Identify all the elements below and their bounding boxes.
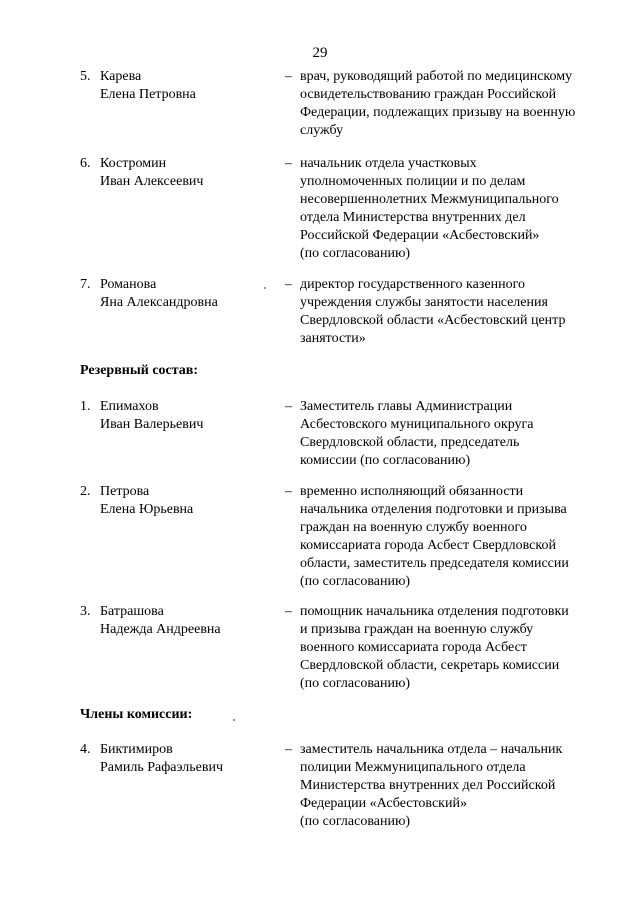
description-line: (по согласованию) — [300, 676, 411, 691]
entry-number: 5. — [80, 69, 91, 84]
description-line: учреждения службы занятости населения — [300, 295, 548, 310]
entry-number: 7. — [80, 277, 91, 292]
page-number: 29 — [312, 45, 328, 61]
description-line: Федерации «Асбестовский» — [300, 796, 467, 811]
description-line: начальника отделения подготовки и призыва — [300, 502, 567, 517]
description-line: комиссариата города Асбест Свердловской — [300, 538, 556, 553]
person-name — [100, 155, 275, 191]
dash: – — [285, 69, 292, 84]
position-description — [300, 483, 610, 591]
description-line: Асбестовского муниципального округа — [300, 417, 534, 432]
person-name — [100, 603, 275, 639]
person-surname: Батрашова — [100, 604, 164, 619]
description-line: области, заместитель председателя комиссии — [300, 556, 569, 571]
position-description — [300, 603, 610, 693]
position-description — [300, 741, 610, 831]
description-line: занятости» — [300, 331, 366, 346]
dash: – — [285, 742, 292, 757]
scan-speck — [264, 287, 266, 289]
person-name — [100, 398, 275, 434]
description-line: освидетельствованию граждан Российской — [300, 87, 557, 102]
position-description — [300, 155, 610, 263]
description-line: начальник отдела участковых — [300, 156, 477, 171]
description-line: Российской Федерации «Асбестовский» — [300, 228, 540, 243]
dash: – — [285, 604, 292, 619]
person-surname: Епимахов — [100, 399, 159, 414]
section-heading-reserve: Резервный состав: — [80, 363, 199, 378]
person-surname: Петрова — [100, 484, 150, 499]
description-line: Свердловской области, секретарь комиссии — [300, 658, 560, 673]
position-description — [300, 276, 610, 348]
dash: – — [285, 156, 292, 171]
entry-number: 6. — [80, 156, 91, 171]
description-line: Федерации, подлежащих призыву на военную — [300, 105, 576, 120]
position-description — [300, 68, 610, 140]
dash: – — [285, 277, 292, 292]
description-line: Свердловской области, председатель — [300, 435, 520, 450]
person-given-names: Яна Александровна — [100, 295, 218, 310]
person-given-names: Надежда Андреевна — [100, 622, 221, 637]
person-name — [100, 276, 275, 312]
position-description — [300, 398, 610, 470]
description-line: (по согласованию) — [300, 814, 411, 829]
description-line: несовершеннолетних Межмуниципального — [300, 192, 559, 207]
description-line: Свердловской области «Асбестовский центр — [300, 313, 566, 328]
person-given-names: Иван Валерьевич — [100, 417, 204, 432]
person-name — [100, 68, 275, 104]
description-line: службу — [300, 123, 344, 138]
description-line: отдела Министерства внутренних дел — [300, 210, 526, 225]
description-line: полиции Межмуниципального отдела — [300, 760, 526, 775]
description-line: граждан на военную службу военного — [300, 520, 527, 535]
entry-number: 1. — [80, 399, 91, 414]
person-given-names: Иван Алексеевич — [100, 174, 204, 189]
person-surname: Карева — [100, 69, 142, 84]
section-heading-members: Члены комиссии: — [80, 707, 193, 722]
dash: – — [285, 484, 292, 499]
description-line: временно исполняющий обязанности — [300, 484, 524, 499]
person-given-names: Елена Петровна — [100, 87, 196, 102]
description-line: военного комиссариата города Асбест — [300, 640, 527, 655]
description-line: уполномоченных полиции и по делам — [300, 174, 526, 189]
description-line: директор государственного казенного — [300, 277, 525, 292]
description-line: (по согласованию) — [300, 246, 411, 261]
person-given-names: Елена Юрьевна — [100, 502, 194, 517]
description-line: заместитель начальника отдела – начальник — [300, 742, 563, 757]
description-line: помощник начальника отделения подготовки — [300, 604, 569, 619]
person-name — [100, 483, 275, 519]
entry-number: 4. — [80, 742, 91, 757]
person-surname: Биктимиров — [100, 742, 173, 757]
description-line: (по согласованию) — [300, 574, 411, 589]
description-line: комиссии (по согласованию) — [300, 453, 471, 468]
entry-number: 2. — [80, 484, 91, 499]
description-line: Заместитель главы Администрации — [300, 399, 513, 414]
person-given-names: Рамиль Рафаэльевич — [100, 760, 223, 775]
description-line: врач, руководящий работой по медицинскому — [300, 69, 573, 84]
person-name — [100, 741, 275, 777]
scan-speck — [233, 719, 235, 721]
description-line: Министерства внутренних дел Российской — [300, 778, 556, 793]
person-surname: Костромин — [100, 156, 167, 171]
dash: – — [285, 399, 292, 414]
person-surname: Романова — [100, 277, 157, 292]
description-line: и призыва граждан на военную службу — [300, 622, 534, 637]
entry-number: 3. — [80, 604, 91, 619]
